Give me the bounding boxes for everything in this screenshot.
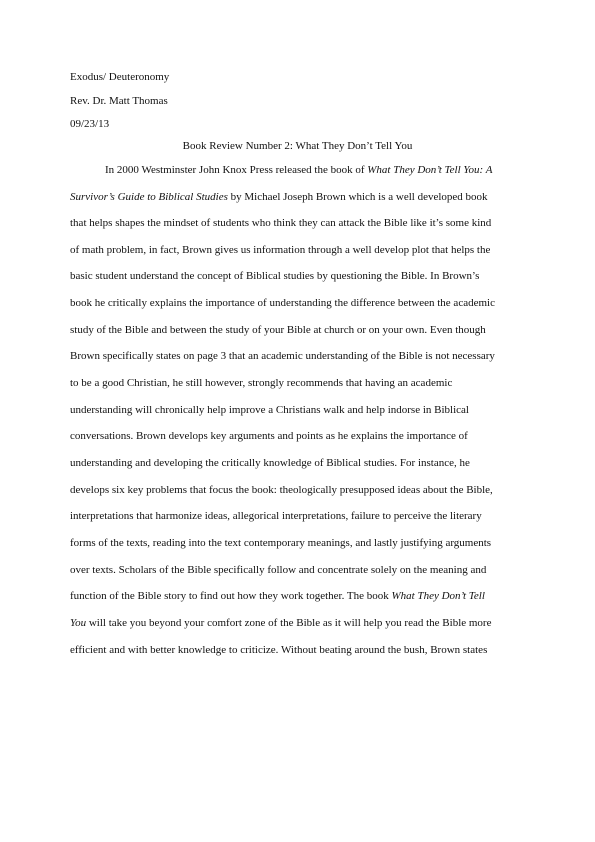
- instructor-name: Rev. Dr. Matt Thomas: [70, 95, 168, 107]
- paragraph-line: In 2000 Westminster John Knox Press released the book of What They Don’t Tell You: A: [105, 164, 493, 176]
- paragraph-line: to be a good Christian, he still however, strongly recommends that having an academic: [70, 377, 453, 389]
- paragraph-line: basic student understand the concept of Biblical studies by questioning the Bible. In Brown’s: [70, 270, 480, 282]
- paragraph-line: understanding and developing the critically knowledge of Biblical studies. For instance, he: [70, 457, 470, 469]
- paragraph-line: understanding will chronically help improve a Christians walk and help indorse in Biblical: [70, 404, 469, 416]
- paragraph-line: interpretations that harmonize ideas, allegorical interpretations, failure to perceive the literary: [70, 510, 482, 522]
- paragraph-line: efficient and with better knowledge to criticize. Without beating around the bush, Brown states: [70, 644, 488, 656]
- paragraph-line: that helps shapes the mindset of students who think they can attack the Bible like it’s some kind: [70, 217, 492, 229]
- date-line: 09/23/13: [70, 118, 110, 130]
- page-title: Book Review Number 2: What They Don’t Tell You: [182, 140, 413, 152]
- paragraph-line: develops six key problems that focus the book: theologically presupposed ideas about the Bible,: [70, 484, 493, 496]
- paragraph-line: Brown specifically states on page 3 that an academic understanding of the Bible is not necessary: [70, 350, 495, 362]
- paragraph-line: You will take you beyond your comfort zone of the Bible as it will help you read the Bible more: [70, 617, 492, 629]
- paragraph-line: Survivor’s Guide to Biblical Studies by Michael Joseph Brown which is a well developed book: [70, 191, 488, 203]
- course-name: Exodus/ Deuteronomy: [70, 71, 170, 83]
- paragraph-line: conversations. Brown develops key arguments and points as he explains the importance of: [70, 430, 468, 442]
- paragraph-line: over texts. Scholars of the Bible specifically follow and concentrate solely on the meaning and: [70, 564, 487, 576]
- paragraph-line: study of the Bible and between the study of your Bible at church or on your own. Even though: [70, 324, 486, 336]
- paragraph-line: function of the Bible story to find out how they work together. The book What They Don’t Tell: [70, 590, 485, 602]
- paragraph-line: of math problem, in fact, Brown gives us information through a well develop plot that helps the: [70, 244, 491, 256]
- paragraph-line: forms of the texts, reading into the text contemporary meanings, and lastly justifying arguments: [70, 537, 492, 549]
- paragraph-line: book he critically explains the importance of understanding the difference between the academic: [70, 297, 495, 309]
